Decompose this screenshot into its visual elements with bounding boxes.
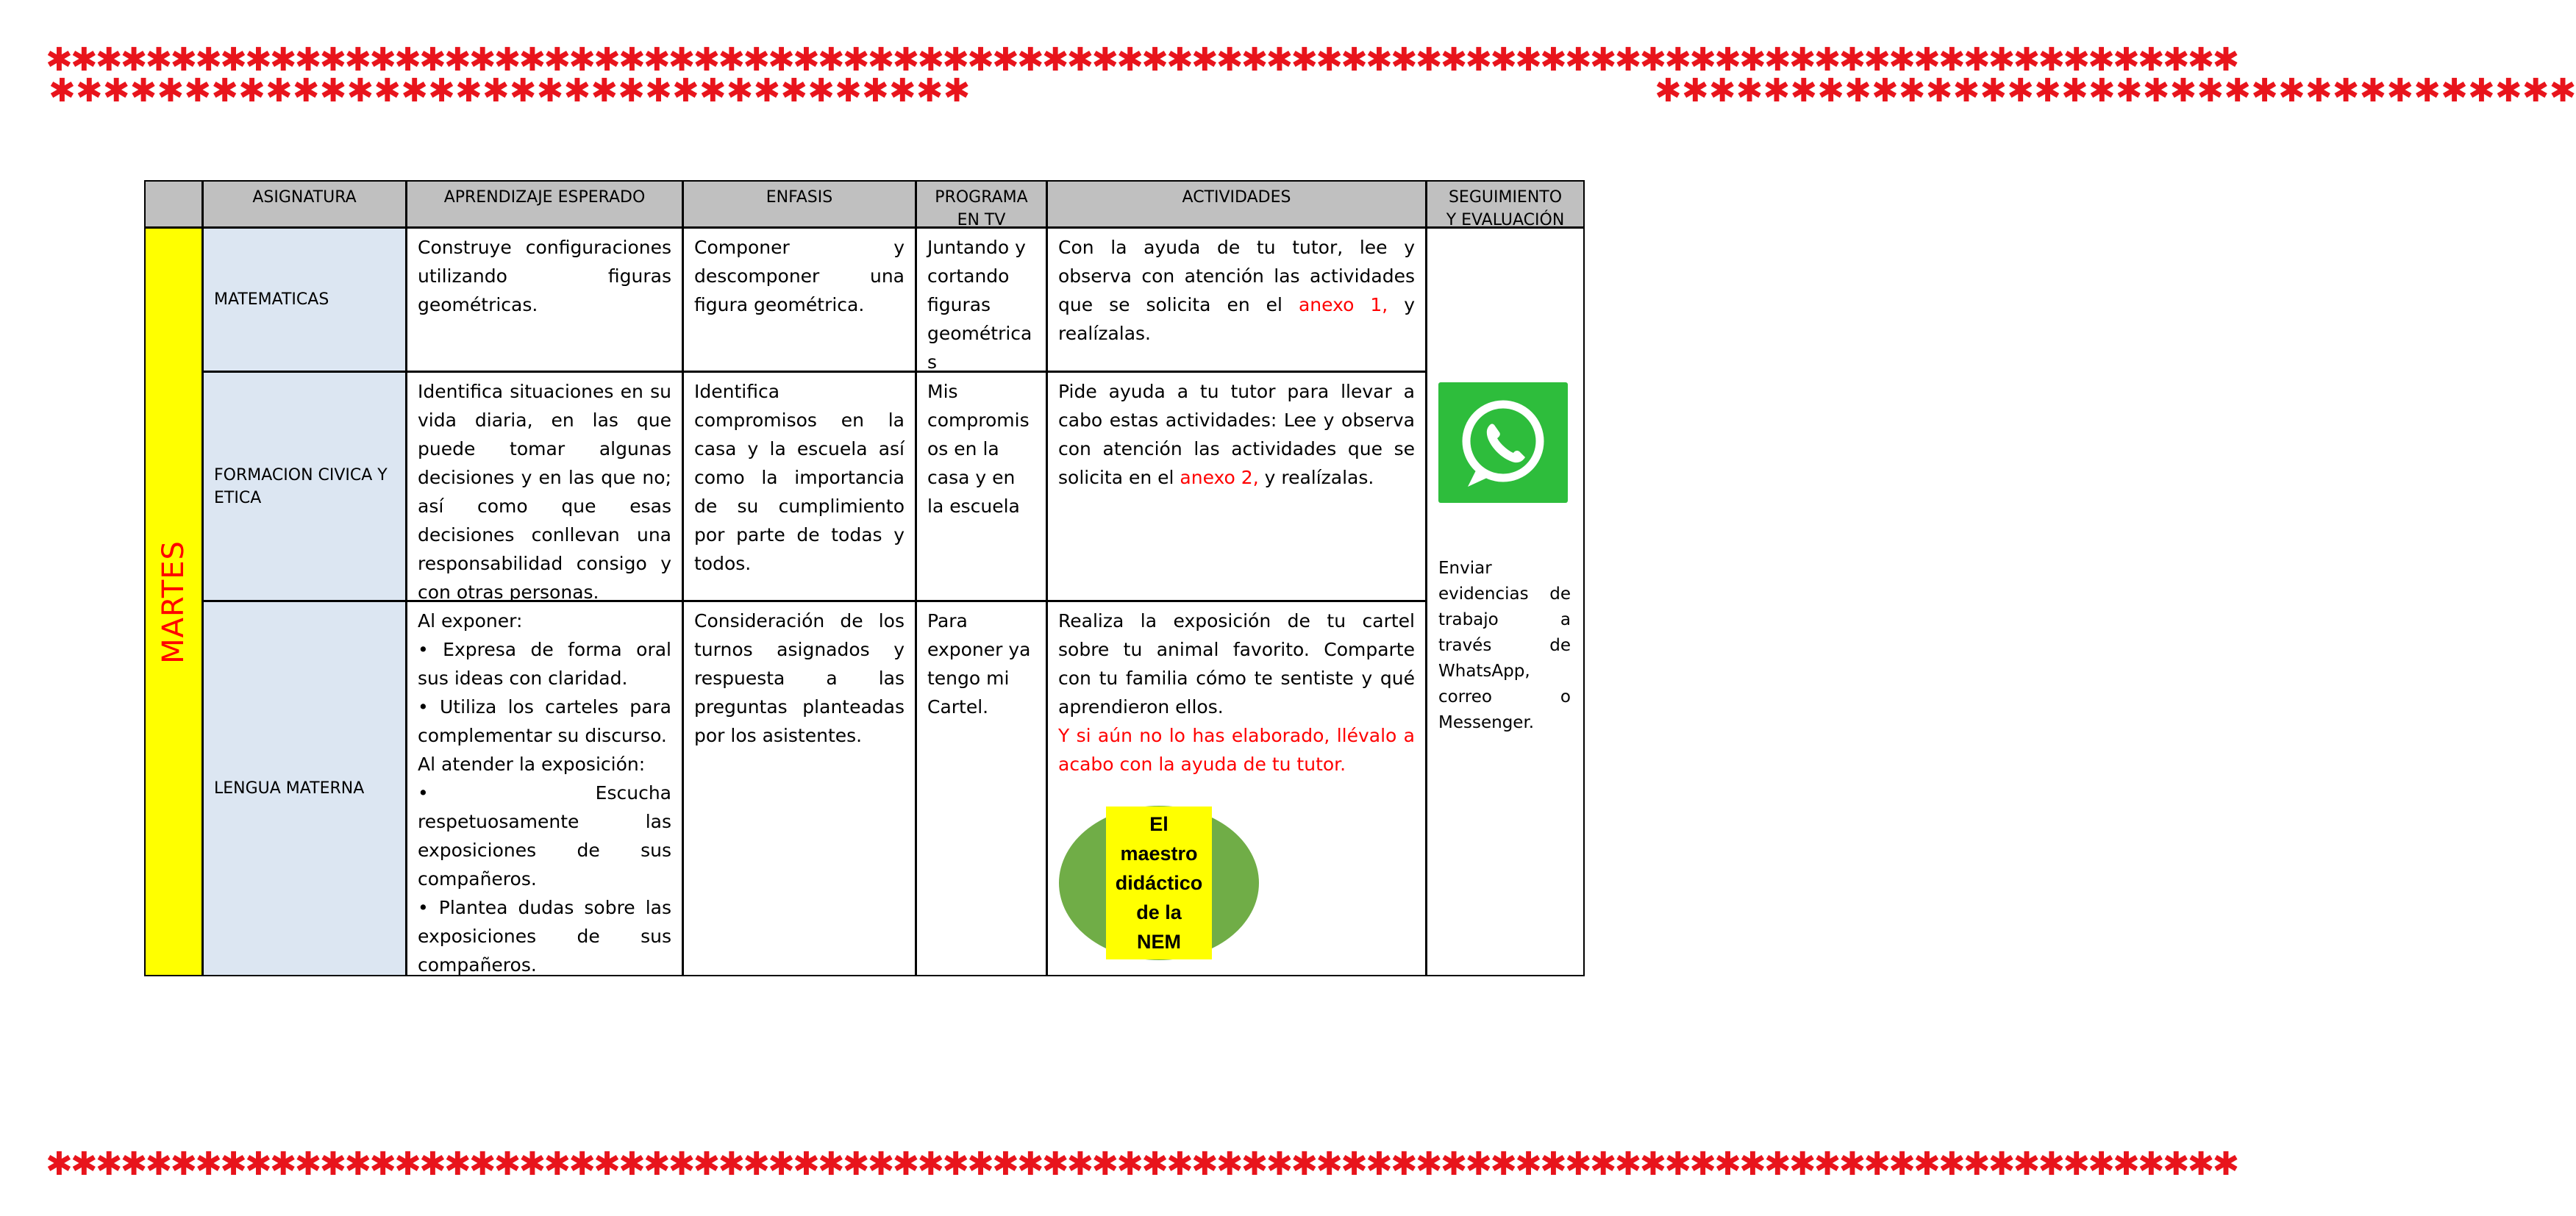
nem-badge-line1: El maestro xyxy=(1120,813,1198,865)
actividades-text-before: Con la ayuda de tu tutor, lee y observa con atención las actividades que se solicita en el xyxy=(1058,237,1415,315)
subject-matematicas xyxy=(202,227,407,372)
aprendizaje-line: • Plantea dudas sobre las exposiciones de sus compañeros. xyxy=(418,897,671,976)
actividades-cell xyxy=(1046,371,1427,601)
nem-badge xyxy=(1059,806,1259,960)
subject-formacion-civica xyxy=(202,371,407,601)
actividades-cell xyxy=(1046,227,1427,372)
subject-label: MATEMATICAS xyxy=(214,290,329,309)
header-seguimiento-line1: SEGUIMIENTO xyxy=(1448,188,1563,207)
actividades-reminder: Y si aún no lo has elaborado, llévalo a acabo con la ayuda de tu tutor. xyxy=(1058,725,1415,775)
header-enfasis xyxy=(682,180,916,228)
header-asignatura xyxy=(202,180,407,228)
programa-text: Para exponer ya tengo mi Cartel. xyxy=(927,610,1031,718)
header-actividades xyxy=(1046,180,1427,228)
aprendizaje-cell xyxy=(406,227,683,372)
header-actividades-label: ACTIVIDADES xyxy=(1182,188,1291,207)
programa-cell xyxy=(916,371,1047,601)
aprendizaje-cell xyxy=(406,601,683,976)
actividades-text-before: Pide ayuda a tu tutor para llevar a cabo estas actividades: Lee y observa con atención las actividades que se solicita en el xyxy=(1058,381,1415,488)
enfasis-text: Identifica compromisos en la casa y la escuela así como la importancia de su cumplimiento por parte de todas y todos. xyxy=(694,381,905,574)
actividades-text xyxy=(1058,233,1415,348)
border-top-asterisks: ✱✱✱✱✱✱✱✱✱✱✱✱✱✱✱✱✱✱✱✱✱✱✱✱✱✱✱✱✱✱✱✱✱✱✱✱✱✱✱✱✱✱✱✱✱✱✱✱✱✱✱✱✱✱✱✱✱✱✱✱✱✱✱✱✱✱✱✱✱✱✱✱✱✱✱✱✱✱✱✱✱✱✱✱✱✱✱✱ xyxy=(46,41,2238,79)
header-enfasis-label: ENFASIS xyxy=(766,188,833,207)
aprendizaje-text: Construye configuraciones utilizando figuras geométricas. xyxy=(418,237,671,315)
aprendizaje-text: Identifica situaciones en su vida diaria, en las que puede tomar algunas decisiones y en las que no; así como que esas decisiones conllevan una responsabilidad consigo y con otras personas. xyxy=(418,381,671,603)
aprendizaje-line: • Escucha respetuosamente las exposiciones de sus compañeros. xyxy=(418,782,671,890)
actividades-text-after: y realízalas. xyxy=(1058,294,1416,344)
programa-text: Mis compromis os en la casa y en la escuela xyxy=(927,381,1030,517)
header-programa-line2: EN TV xyxy=(957,211,1006,229)
actividades-text: Realiza la exposición de tu cartel sobre tu animal favorito. Comparte con tu familia cómo te sentiste y qué aprendieron ellos. xyxy=(1058,610,1415,718)
aprendizaje-line: • Utiliza los carteles para complementar su discurso. xyxy=(418,696,671,746)
header-seguimiento-line2: Y EVALUACIÓN xyxy=(1446,211,1565,229)
day-cell xyxy=(144,227,203,976)
annex-link-2: anexo 2, xyxy=(1180,467,1259,488)
enfasis-cell xyxy=(682,601,916,976)
header-aprendizaje xyxy=(406,180,683,228)
header-aprendizaje-label: APRENDIZAJE ESPERADO xyxy=(443,188,646,207)
nem-badge-line3: de la NEM xyxy=(1136,901,1182,953)
header-asignatura-label: ASIGNATURA xyxy=(252,188,357,207)
subject-label: FORMACION CIVICA Y ETICA xyxy=(214,465,388,507)
border-right-asterisks: ✱✱✱✱✱✱✱✱✱✱✱✱✱✱✱✱✱✱✱✱✱✱✱✱✱✱✱✱✱✱✱✱✱✱ xyxy=(1655,72,2576,110)
programa-cell xyxy=(916,227,1047,372)
nem-badge-line2: didáctico xyxy=(1115,872,1203,894)
subject-label: LENGUA MATERNA xyxy=(214,779,365,798)
nem-badge-label xyxy=(1106,807,1212,959)
header-programa xyxy=(916,180,1047,228)
schedule-table xyxy=(145,181,1585,976)
enfasis-text: Consideración de los turnos asignados y respuesta a las preguntas planteadas por los asistentes. xyxy=(694,610,905,746)
aprendizaje-cell xyxy=(406,371,683,601)
header-blank xyxy=(144,180,203,228)
programa-text: Juntando y cortando figuras geométrica s xyxy=(927,237,1032,373)
enfasis-text: Componer y descomponer una figura geométrica. xyxy=(694,237,905,315)
whatsapp-icon xyxy=(1438,382,1568,503)
header-programa-line1: PROGRAMA xyxy=(935,188,1028,207)
border-bottom-asterisks: ✱✱✱✱✱✱✱✱✱✱✱✱✱✱✱✱✱✱✱✱✱✱✱✱✱✱✱✱✱✱✱✱✱✱✱✱✱✱✱✱✱✱✱✱✱✱✱✱✱✱✱✱✱✱✱✱✱✱✱✱✱✱✱✱✱✱✱✱✱✱✱✱✱✱✱✱✱✱✱✱✱✱✱✱✱✱✱✱ xyxy=(46,1145,2238,1183)
programa-cell xyxy=(916,601,1047,976)
aprendizaje-line: Al exponer: xyxy=(418,610,523,632)
enfasis-cell xyxy=(682,227,916,372)
header-seguimiento xyxy=(1426,180,1585,228)
seguimiento-text: Enviar evidencias de trabajo a través de WhatsApp, correo o Messenger. xyxy=(1438,559,1571,732)
day-label: MARTES xyxy=(157,540,190,664)
actividades-text-after: y realízalas. xyxy=(1258,467,1374,488)
enfasis-cell xyxy=(682,371,916,601)
border-left-asterisks: ✱✱✱✱✱✱✱✱✱✱✱✱✱✱✱✱✱✱✱✱✱✱✱✱✱✱✱✱✱✱✱✱✱✱ xyxy=(49,72,971,110)
aprendizaje-line: • Expresa de forma oral sus ideas con claridad. xyxy=(418,639,671,689)
aprendizaje-line: Al atender la exposición: xyxy=(418,754,646,775)
annex-link-1: anexo 1, xyxy=(1298,294,1388,315)
subject-lengua-materna xyxy=(202,601,407,976)
actividades-text xyxy=(1058,377,1415,492)
